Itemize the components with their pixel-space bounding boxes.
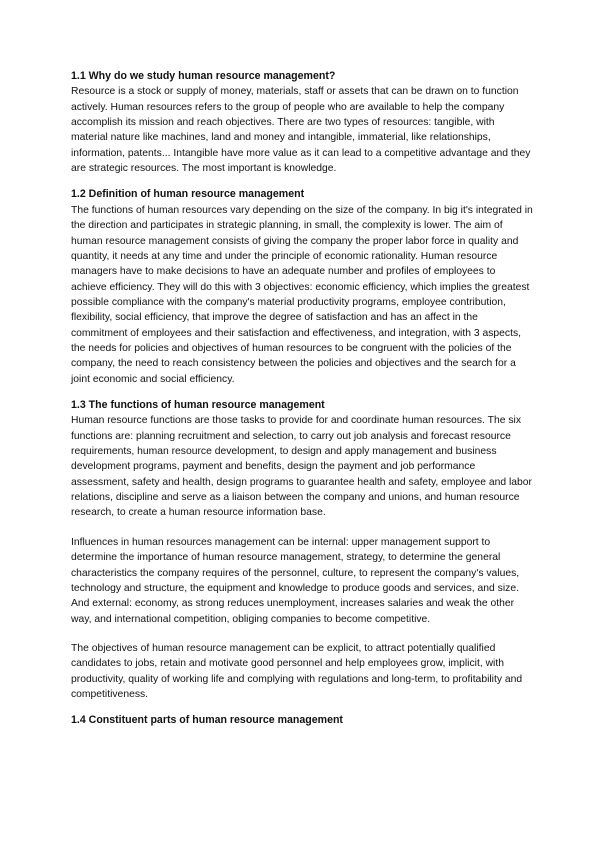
paragraph: Resource is a stock or supply of money, materials, staff or assets that can be drawn on to function actively. Human resources refers to the group of people who are available to help the company accomplish its mission and reach objectives. There are two types of resources: tangible, with material nature like machines, land and money and intangible, immaterial, like relationships, information, patents... Intangible have more value as it can lead to a competitive advantage and they are strategic resources. The most important is knowledge. [71,86,531,175]
section-heading: 1.4 Constituent parts of human resource management [71,714,343,727]
paragraph: The objectives of human resource management can be explicit, to attract potentially qualified candidates to jobs, retain and motivate good personnel and help employees grow, implicit, with productivity, quality of working life and complying with regulations and long-term, to profitability and competitiveness. [71,642,523,700]
section-1-3 [71,398,533,702]
section-heading: 1.2 Definition of human resource management [71,188,305,201]
section-heading: 1.3 The functions of human resource management [71,399,325,411]
section-1-1 [71,69,533,176]
section-1-4 [71,713,533,728]
section-heading: 1.1 Why do we study human resource management? [71,70,336,82]
section-1-2 [71,187,533,387]
paragraph: Influences in human resources management can be internal: upper management support to determine the importance of human resource management, strategy, to determine the general characteristics the company requires of the personnel, culture, to represent the company's values, technology and structure, the equipment and knowledge to produce goods and services, and size. And external: economy, as strong reduces unemployment, increases salaries and weak the other way, and international competition, obliging companies to become competitive. [71,536,520,625]
paragraph: The functions of human resources vary depending on the size of the company. In big it's integrated in the direction and participates in strategic planning, in small, the complexity is lower. The aim of human resource management consists of giving the company the proper labor force in quality and quantity, it needs at any time and under the principle of economic rationality. Human resource managers have to make decisions to have an adequate number and profiles of employees to achieve efficiency. They will do this with 3 objectives: economic efficiency, which implies the greatest possible compliance with the company's material productivity programs, employee contribution, flexibility, social efficiency, that improve the degree of satisfaction and has an affect in the commitment of employees and their satisfaction and effectiveness, and integration, with 3 aspects, the needs for policies and objectives of human resources to be congruent with the policies of the company, the need to reach consistency between the policies and objectives and the search for a joint economic and social efficiency. [71,204,533,385]
paragraph: Human resource functions are those tasks to provide for and coordinate human resources. The six functions are: planning recruitment and selection, to carry out job analysis and forecast resource requirements, human resource development, to design and apply management and business development programs, payment and benefits, design the payment and job performance assessment, safety and health, design programs to guarantee health and safety, employee and labor relations, discipline and serve as a liaison between the company and unions, and human resource research, to create a human resource information base. [71,415,532,519]
document-page [71,69,533,740]
